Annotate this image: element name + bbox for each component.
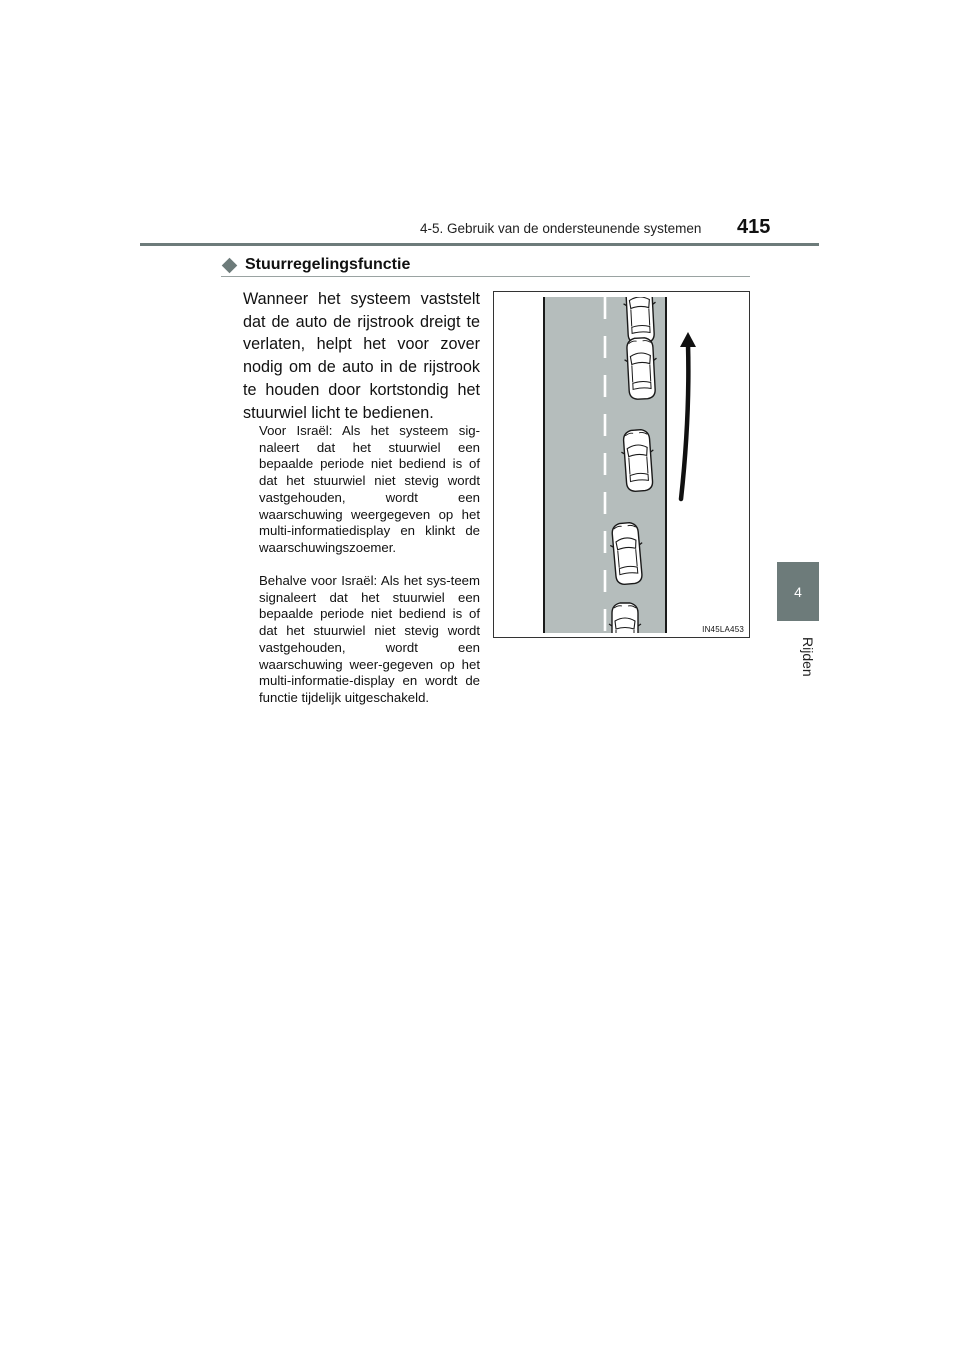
chapter-number: 4 xyxy=(794,583,802,600)
section-title: Stuurregelingsfunctie xyxy=(245,256,411,273)
note-israel: Voor Israël: Als het systeem sig-naleert dat het stuurwiel een bepaalde periode niet bediend is of dat het stuurwiel niet stevig wordt vastgehouden, wordt een waarschuwing weergegeven op het multi-informatiedisplay en klinkt de waarschuwingszoemer. xyxy=(259,423,480,555)
car-top xyxy=(622,292,657,344)
note-other-countries: Behalve voor Israël: Als het sys-teem signaleert dat het stuurwiel een bepaalde periode niet bediend is of dat het stuurwiel niet stevig wordt vastgehouden, wordt een waarschuwing weer-gegeven op het multi-informatie-display en wordt de functie tijdelijk uitgeschakeld. xyxy=(259,573,480,705)
car-bottom xyxy=(609,603,641,637)
diamond-bullet-icon xyxy=(222,257,238,273)
section-body-text: Wanneer het systeem vaststelt dat de auto de rijstrook dreigt te verlaten, helpt het voor zover nodig om de auto in de rijstrook te houden door kortstondig het stuurwiel licht te bedienen. xyxy=(243,290,480,422)
page-number: 415 xyxy=(737,216,771,238)
chapter-label: Rijden xyxy=(800,637,816,677)
figure-code: IN45LA453 xyxy=(702,625,744,634)
lane-diagram xyxy=(494,292,749,637)
steering-correction-arrow-icon xyxy=(680,332,696,499)
lane-steering-illustration xyxy=(493,291,750,638)
chapter-tab[interactable] xyxy=(777,562,819,621)
section-heading xyxy=(221,254,750,276)
running-header-section: 4-5. Gebruik van de ondersteunende systemen xyxy=(420,221,702,236)
section-divider xyxy=(221,276,750,277)
car-upper xyxy=(623,337,658,400)
header-divider xyxy=(140,243,819,246)
